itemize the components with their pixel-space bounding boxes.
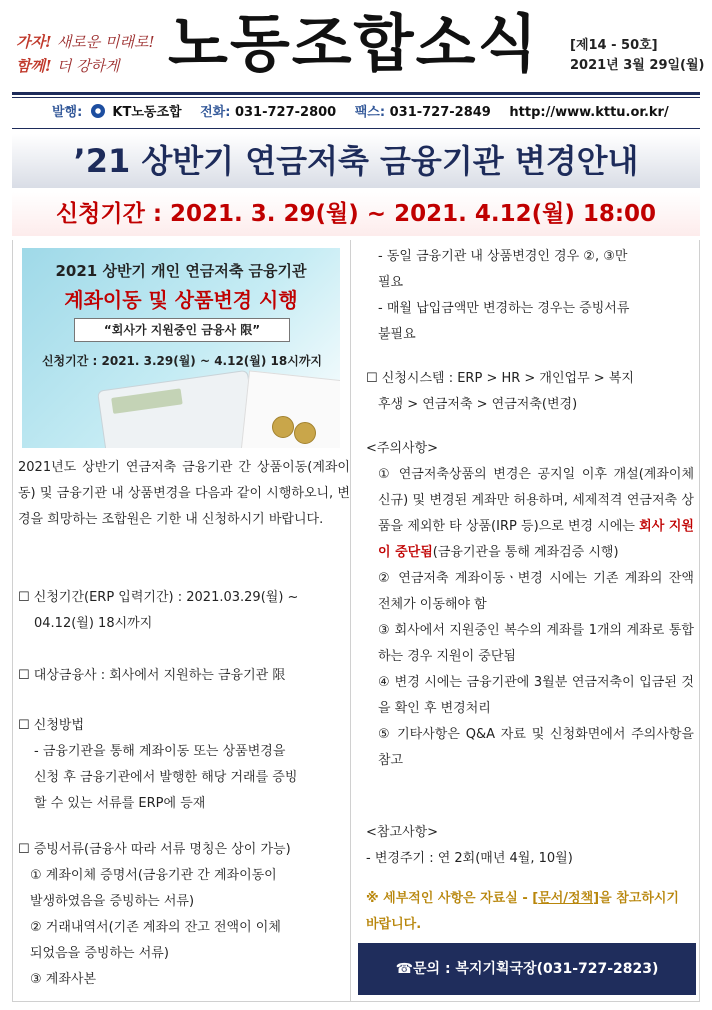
caution-1-tail: (금융기관을 통해 계좌검증 시행) [432,545,619,560]
slogan-line2-a: 함께! [16,57,52,75]
slogan-line1-b: 새로운 미래로! [56,33,155,51]
method-section [18,713,348,817]
system-line2: 후생 > 연금저축 > 연금저축(변경) [378,397,578,412]
documents-item2b: 되었음을 증빙하는 서류) [30,946,169,961]
period-line1: ☐ 신청기간(ERP 입력기간) : 2021.03.29(월) ~ [18,590,299,605]
detail-note-text: ※ 세부적인 사항은 자료실 - [ [366,891,539,906]
column-divider [350,240,351,1002]
kt-union-logo-icon [91,104,105,118]
documents-item3: ③ 계좌사본 [30,972,97,987]
detail-note [366,886,692,938]
same-line1: - 동일 금융기관 내 상품변경인 경우 ②, ③만 [378,249,628,264]
contact-rule [12,128,700,129]
issue-number: [제14 - 50호] [570,38,658,53]
system-line1: ☐ 신청시스템 : ERP > HR > 개인업무 > 복지 [366,371,634,386]
target-line: ☐ 대상금융사 : 회사에서 지원하는 금융기관 限 [18,668,286,683]
caution-1-highlight: 회사 지원이 중단됨 [378,519,694,560]
issue-info [570,36,705,76]
banner-title: 계좌이동 및 상품변경 시행 [64,288,298,312]
calculator-screen [111,388,183,414]
inquiry-box: ☎문의 : 복지기획국장(031-727-2823) [358,943,696,995]
newsletter-title: 노동조합소식 [168,7,540,80]
monthly-line2: 불필요 [378,327,416,342]
caution-5: ⑤ 기타사항은 Q&A 자료 및 신청화면에서 주의사항을 참고 [378,727,694,768]
slogan-line2-b: 더 강하게 [56,57,120,75]
caution-1-text: ① 연금저축상품의 변경은 공지일 이후 개설(계좌이체 신규) 및 변경된 계좌만 허용하며, 세제적격 연금저축 상품을 제외한 타 상품(IRP 등)으로 변경 시에는 [378,467,694,534]
same-institution-note [366,244,694,348]
application-period: 신청기간 : 2021. 3. 29(월) ~ 2021. 4.12(월) 18:00 [55,201,657,227]
document-policy-link[interactable]: 문서/정책 [538,891,594,906]
caution-2: ② 연금저축 계좌이동ㆍ변경 시에는 기존 계좌의 잔액 전체가 이동해야 함 [378,571,694,612]
detail-note-tail: ]을 참고하시기 바랍니다. [366,891,679,932]
period-band [12,192,700,236]
method-line1: - 금융기관을 통해 계좌이동 또는 상품변경을 [34,744,286,759]
slogan-line1-a: 가자! [16,33,52,51]
same-line2: 필요 [378,275,404,290]
calculator-illustration [97,370,259,448]
method-title: ☐ 신청방법 [18,718,85,733]
contact-bar [12,101,700,125]
coin-icon [272,416,294,438]
publisher-name: KT노동조합 [112,105,182,120]
reference-item: - 변경주기 : 연 2회(매년 4월, 10월) [366,851,573,866]
cautions-section [366,436,694,774]
documents-item2a: ② 거래내역서(기존 계좌의 잔고 전액이 이체 [30,920,281,935]
method-line3: 할 수 있는 서류를 ERP에 등재 [34,796,206,811]
masthead-rule [12,92,700,95]
period-section [18,585,348,637]
headline: ’21 상반기 연금저축 금융기관 변경안내 [73,142,639,180]
fax-label: 팩스: [354,105,386,120]
reference-title: <참고사항> [366,825,439,840]
period-line2: 04.12(월) 18시까지 [34,616,153,631]
target-section [18,663,348,689]
caution-3: ③ 회사에서 지원중인 복수의 계좌를 1개의 계좌로 통합하는 경우 지원이 중단됨 [378,623,694,664]
publisher-label: 발행: [52,105,83,120]
phone-number: 031-727-2800 [234,105,337,120]
headline-band [12,134,700,188]
phone-label: 전화: [200,105,231,120]
masthead-rule-thin [12,97,700,98]
fax-number: 031-727-2849 [389,105,491,120]
documents-section [18,837,348,993]
banner-note: “회사가 지원중인 금융사 限” [74,318,290,342]
intro-paragraph: 2021년도 상반기 연금저축 금융기관 간 상품이동(계좌이동) 및 금융기관 내 상품변경을 다음과 같이 시행하오니, 변경을 희망하는 조합원은 기한 내 신청하시기 바랍니다. [18,460,350,527]
promo-banner-image [22,248,340,448]
slogan [16,30,166,78]
reference-section [366,820,694,872]
banner-period: 신청기간 : 2021. 3.29(월) ~ 4.12(월) 18시까지 [41,354,323,368]
caution-4: ④ 변경 시에는 금융기관에 3월분 연금저축이 입금된 것을 확인 후 변경처리 [378,675,694,716]
documents-item1a: ① 계좌이체 증명서(금융기관 간 계좌이동이 [30,868,277,883]
coin-icon [294,422,316,444]
method-line2: 신청 후 금융기관에서 발행한 해당 거래를 증빙 [34,770,298,785]
system-section [366,366,694,418]
caution-1 [366,462,694,566]
documents-item1b: 발생하였음을 증빙하는 서류) [30,894,195,909]
documents-title: ☐ 증빙서류(금융사 따라 서류 명칭은 상이 가능) [18,842,291,857]
website-link[interactable]: http://www.kttu.or.kr/ [509,105,669,120]
cautions-title: <주의사항> [366,441,439,456]
issue-date: 2021년 3월 29일(월) [570,58,705,73]
monthly-line1: - 매월 납입금액만 변경하는 경우는 증빙서류 [378,301,630,316]
banner-heading: 2021 상반기 개인 연금저축 금융기관 [55,262,307,280]
document-illustration [239,370,340,448]
